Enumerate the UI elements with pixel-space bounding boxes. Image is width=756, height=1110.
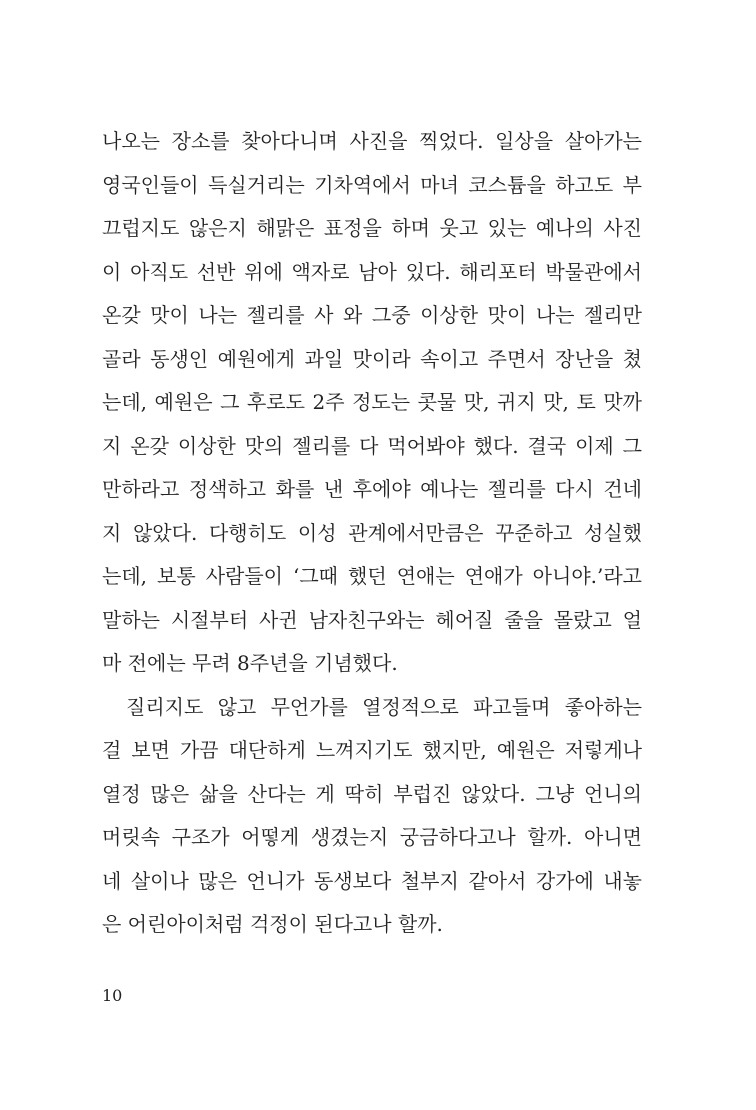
text-line: 이 아직도 선반 위에 액자로 남아 있다. 해리포터 박물관에서	[102, 259, 642, 284]
text-line: 는데, 예원은 그 후로도 2주 정도는 콧물 맛, 귀지 맛, 토 맛까	[102, 390, 642, 414]
text-line: 머릿속 구조가 어떻게 생겼는지 궁금하다고나 할까. 아니면	[102, 825, 642, 849]
text-line: 는데, 보통 사람들이 ‘그때 했던 연애는 연애가 아니야.’라고	[102, 564, 642, 588]
text-line: 지 온갖 이상한 맛의 젤리를 다 먹어봐야 했다. 결국 이제 그	[102, 433, 642, 458]
text-line: 은 어린아이처럼 걱정이 된다고나 할까.	[102, 912, 443, 936]
text-line: 온갖 맛이 나는 젤리를 사 와 그중 이상한 맛이 나는 젤리만	[102, 303, 642, 327]
page-number: 10	[102, 986, 123, 1005]
text-line: 만하라고 정색하고 화를 낸 후에야 예나는 젤리를 다시 건네	[102, 477, 642, 501]
text-line: 끄럽지도 않은지 해맑은 표정을 하며 웃고 있는 예나의 사진	[102, 216, 642, 240]
text-line: 골라 동생인 예원에게 과일 맛이라 속이고 주면서 장난을 쳤	[102, 346, 642, 371]
paragraph-2	[102, 686, 642, 947]
text-line: 말하는 시절부터 사귄 남자친구와는 헤어질 줄을 몰랐고 얼	[102, 607, 642, 632]
text-line: 열정 많은 삶을 산다는 게 딱히 부럽진 않았다. 그냥 언니의	[102, 781, 642, 806]
text-line: 영국인들이 득실거리는 기차역에서 마녀 코스튬을 하고도 부	[102, 172, 642, 197]
paragraph-1	[102, 120, 642, 686]
text-line: 질리지도 않고 무언가를 열정적으로 파고들며 좋아하는	[126, 694, 642, 719]
text-line: 마 전에는 무려 8주년을 기념했다.	[102, 651, 398, 675]
body-text	[102, 120, 642, 947]
text-line: 나오는 장소를 찾아다니며 사진을 찍었다. 일상을 살아가는	[102, 129, 642, 153]
text-line: 걸 보면 가끔 대단하게 느껴지기도 했지만, 예원은 저렇게나	[102, 738, 642, 762]
text-line: 네 살이나 많은 언니가 동생보다 철부지 같아서 강가에 내놓	[102, 868, 642, 893]
text-line: 지 않았다. 다행히도 이성 관계에서만큼은 꾸준하고 성실했	[102, 520, 642, 545]
